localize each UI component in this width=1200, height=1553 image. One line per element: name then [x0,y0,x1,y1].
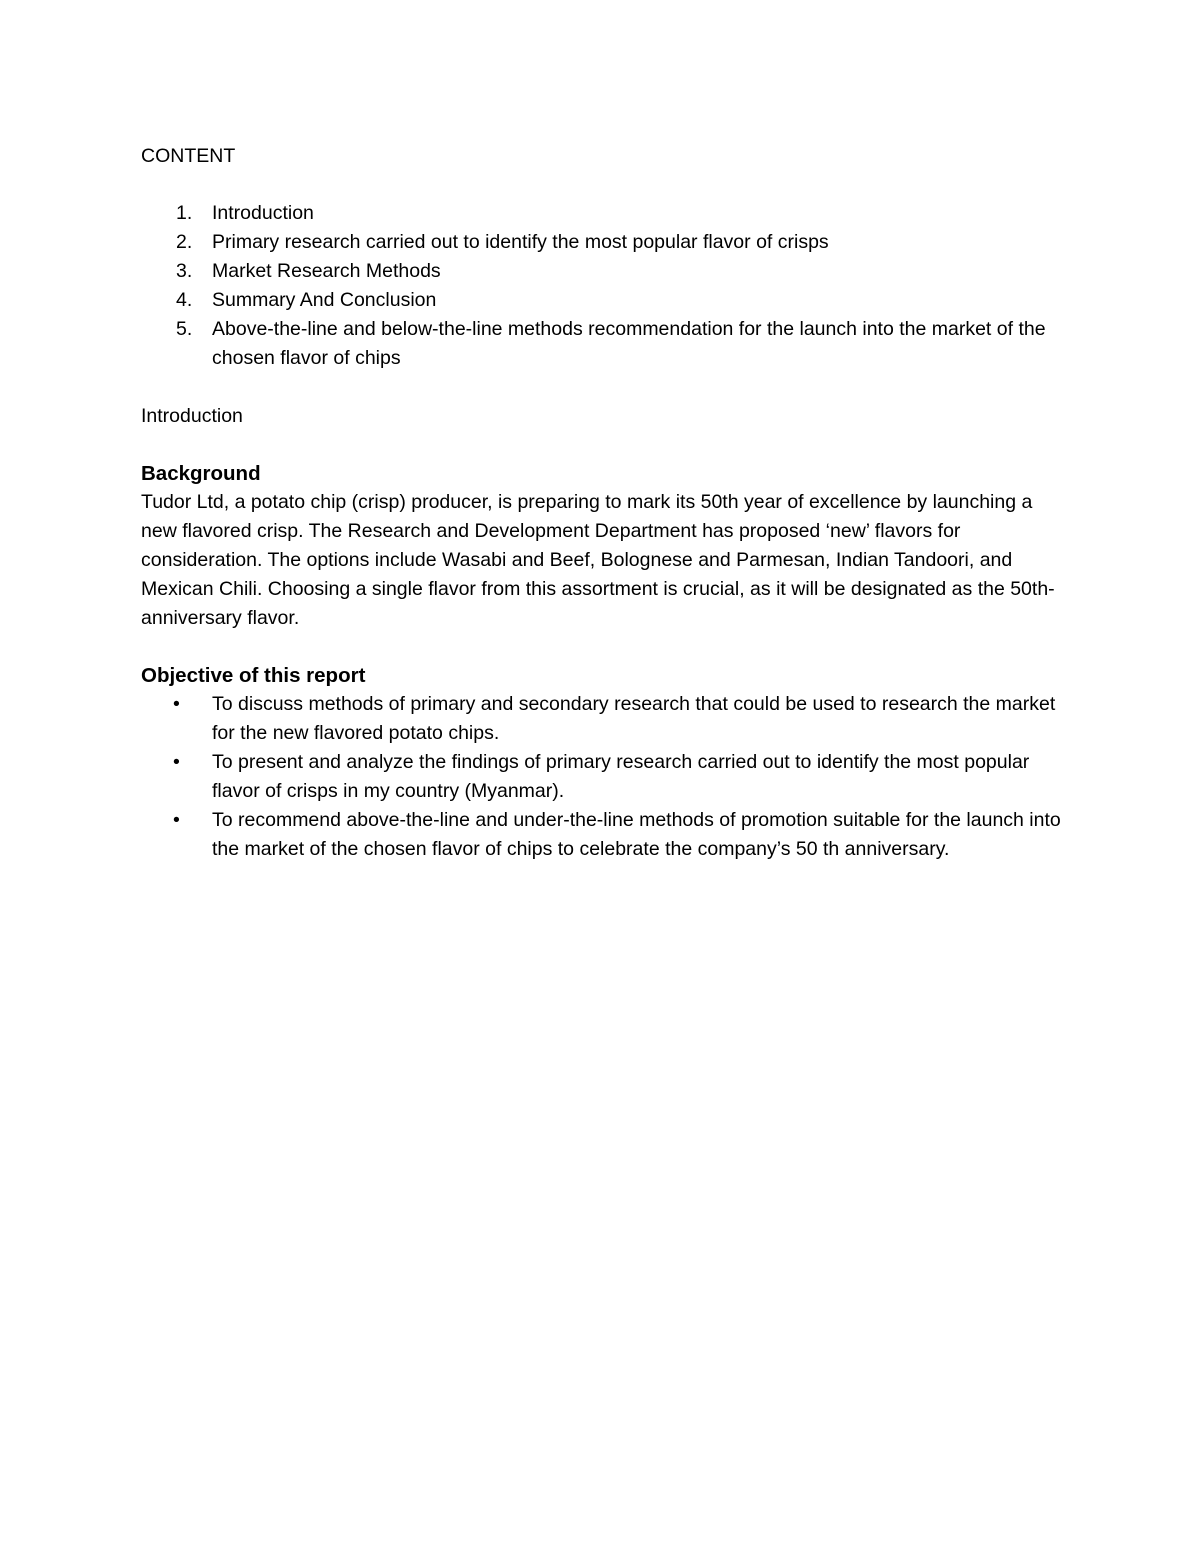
objectives-list [141,690,1071,864]
toc-item-text: Summary And Conclusion [212,289,437,311]
toc-item [141,257,1071,286]
bullet-icon: • [173,693,180,715]
toc-item [141,315,1071,373]
objective-item [141,690,1071,748]
toc-item [141,228,1071,257]
toc-item-number: 3. [176,260,193,282]
toc-item-number: 5. [176,318,193,340]
objective-item-text: To discuss methods of primary and secondary research that could be used to research the market for the new flavored potato chips. [212,693,1056,744]
background-heading: Background [141,462,261,485]
toc-item [141,286,1071,315]
objective-item [141,748,1071,806]
toc-item-text: Primary research carried out to identify the most popular flavor of crisps [212,231,829,253]
introduction-heading: Introduction [141,405,243,427]
document-page [141,142,1071,864]
bullet-icon: • [173,809,180,831]
toc-item [141,199,1071,228]
objective-item [141,806,1071,864]
table-of-contents [141,199,1071,373]
toc-item-number: 2. [176,231,193,253]
toc-item-number: 1. [176,202,193,224]
objective-item-text: To present and analyze the findings of primary research carried out to identify the most popular flavor of crisps in my country (Myanmar). [212,751,1030,802]
toc-item-number: 4. [176,289,193,311]
background-paragraph: Tudor Ltd, a potato chip (crisp) producer, is preparing to mark its 50th year of excellence by launching a new flavored crisp. The Research and Development Department has proposed ‘new’ flavors for consideration. The options include Wasabi and Beef, Bolognese and Parmesan, Indian Tandoori, and Mexican Chili. Choosing a single flavor from this assortment is crucial, as it will be designated as the 50th-anniversary flavor. [141,491,1055,629]
content-title: CONTENT [141,145,236,167]
toc-item-text: Market Research Methods [212,260,441,282]
toc-item-text: Above-the-line and below-the-line methods recommendation for the launch into the market of the chosen flavor of chips [212,318,1046,369]
objective-item-text: To recommend above-the-line and under-the-line methods of promotion suitable for the launch into the market of the chosen flavor of chips to celebrate the company’s 50 th anniversary. [212,809,1061,860]
bullet-icon: • [173,751,180,773]
toc-item-text: Introduction [212,202,314,224]
objective-heading: Objective of this report [141,664,366,687]
